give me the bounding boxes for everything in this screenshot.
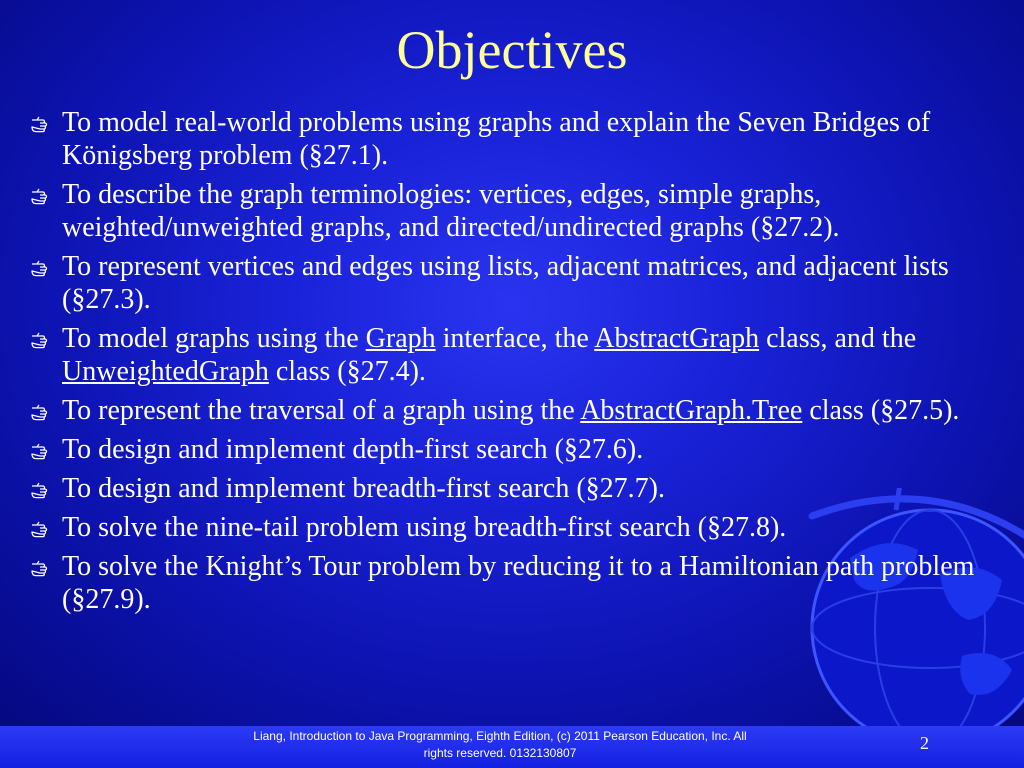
objective-item bbox=[30, 472, 1020, 505]
objective-text: To solve the nine-tail problem using breadth-first search (§27.8). bbox=[62, 512, 787, 543]
pointing-hand-icon bbox=[30, 515, 54, 539]
pointing-hand-icon bbox=[30, 254, 54, 278]
footer-bar bbox=[0, 726, 1024, 768]
objective-item bbox=[30, 250, 1020, 316]
pointing-hand-icon bbox=[30, 326, 54, 350]
objective-text: To model graphs using the bbox=[62, 323, 366, 354]
objective-item bbox=[30, 550, 1020, 616]
objective-text: To solve the Knight’s Tour problem by reducing it to a Hamiltonian path problem (§27.9). bbox=[62, 551, 975, 615]
objective-text: class, and the bbox=[759, 323, 917, 354]
objective-item bbox=[30, 322, 1020, 388]
objective-text: To represent vertices and edges using lists, adjacent matrices, and adjacent lists (§27.3). bbox=[62, 251, 949, 315]
objective-text: To model real-world problems using graphs and explain the Seven Bridges of Königsberg problem (§27.1). bbox=[62, 107, 931, 171]
objective-item bbox=[30, 106, 1020, 172]
objective-item bbox=[30, 178, 1020, 244]
pointing-hand-icon bbox=[30, 437, 54, 461]
objective-text: To design and implement depth-first search (§27.6). bbox=[62, 434, 644, 465]
unweightedgraph-link[interactable]: UnweightedGraph bbox=[62, 356, 269, 387]
objective-text: To design and implement breadth-first search (§27.7). bbox=[62, 473, 665, 504]
copyright-line-2: rights reserved. 0132130807 bbox=[423, 746, 577, 760]
pointing-hand-icon bbox=[30, 110, 54, 134]
graph-link[interactable]: Graph bbox=[365, 323, 436, 354]
copyright-line-1: Liang, Introduction to Java Programming, Eighth Edition, (c) 2011 Pearson Education, Inc. All bbox=[253, 729, 747, 743]
objective-text: interface, the bbox=[435, 323, 595, 354]
objective-text: To describe the graph terminologies: vertices, edges, simple graphs, weighted/unweighted graphs, and directed/undirected graphs (§27.2). bbox=[62, 179, 840, 243]
pointing-hand-icon bbox=[30, 398, 54, 422]
abstractgraph-tree-link[interactable]: AbstractGraph.Tree bbox=[580, 395, 803, 426]
objective-item bbox=[30, 433, 1020, 466]
objective-item bbox=[30, 394, 1020, 427]
objective-item bbox=[30, 511, 1020, 544]
objective-text: To represent the traversal of a graph using the bbox=[62, 395, 581, 426]
pointing-hand-icon bbox=[30, 554, 54, 578]
page-number: 2 bbox=[920, 733, 929, 753]
pointing-hand-icon bbox=[30, 182, 54, 206]
abstractgraph-link[interactable]: AbstractGraph bbox=[594, 323, 760, 354]
objective-text: class (§27.5). bbox=[802, 395, 960, 426]
objectives-list bbox=[30, 106, 1020, 622]
pointing-hand-icon bbox=[30, 476, 54, 500]
copyright-notice bbox=[190, 728, 810, 762]
objective-text: class (§27.4). bbox=[268, 356, 426, 387]
slide-title: Objectives bbox=[396, 20, 628, 80]
